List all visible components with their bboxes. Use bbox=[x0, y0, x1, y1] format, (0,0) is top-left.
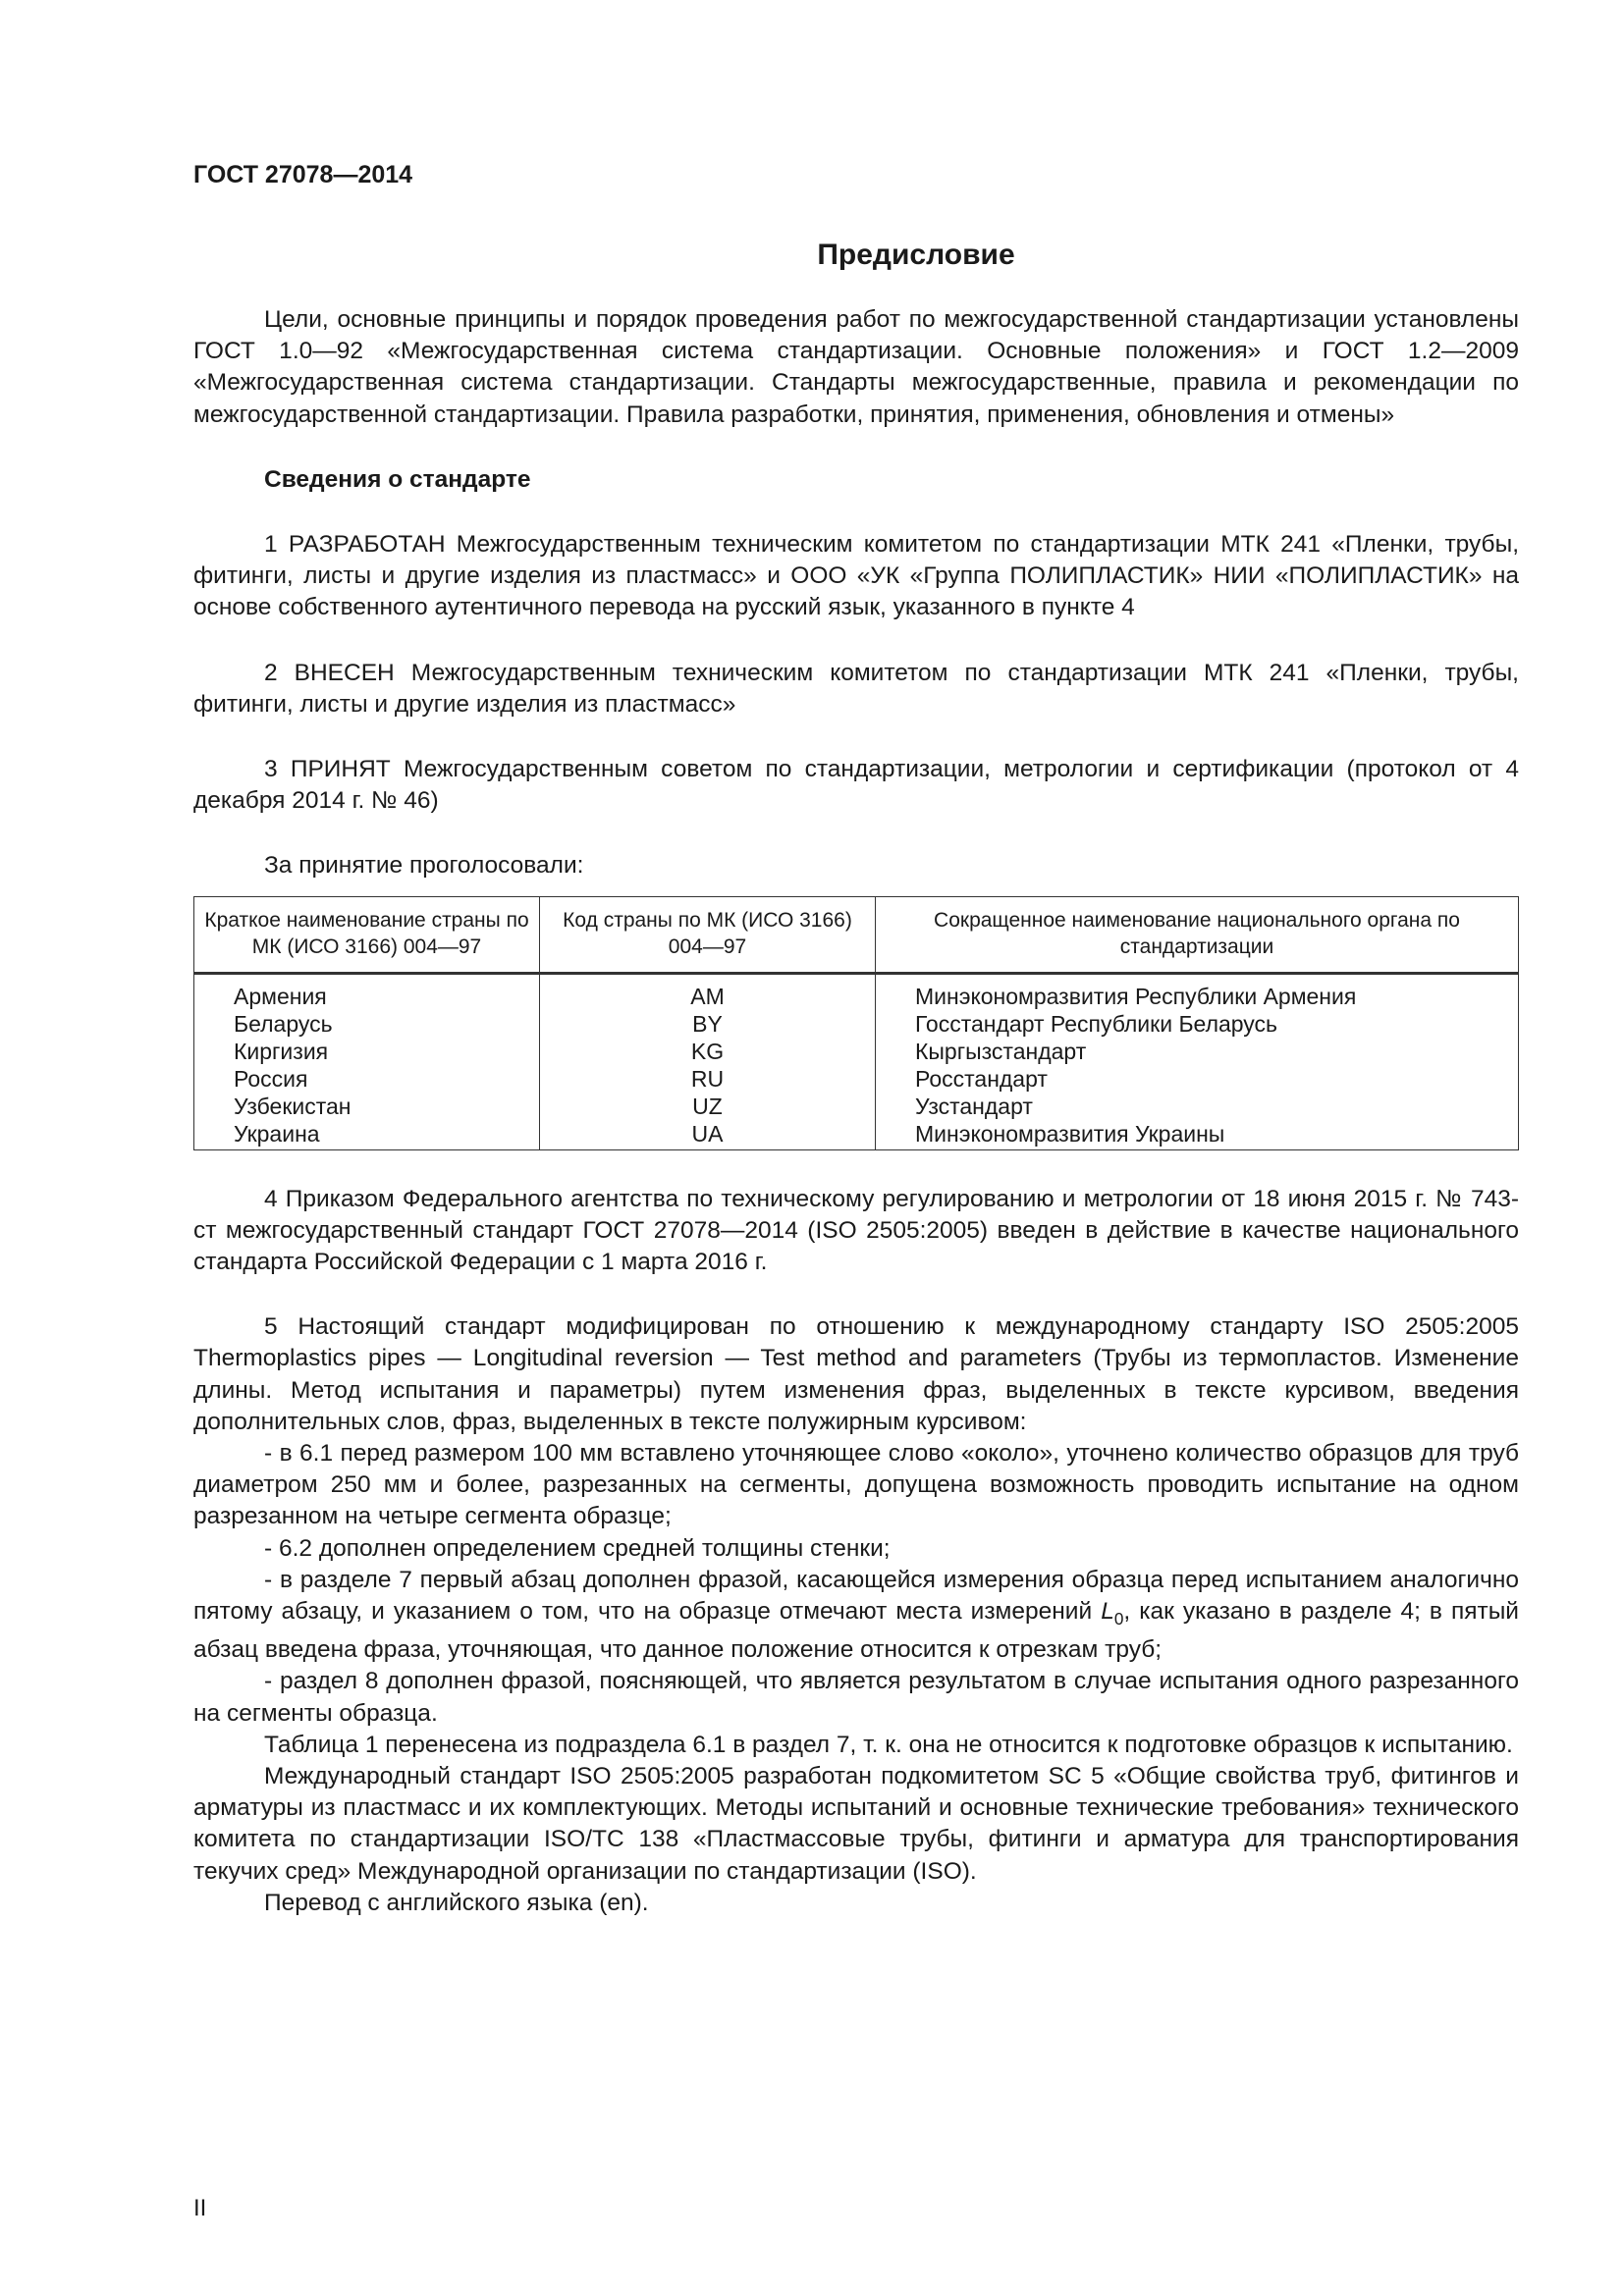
translation-note: Перевод с английского языка (en). bbox=[264, 1889, 649, 1916]
item-1-paragraph: 1 РАЗРАБОТАН Межгосударственным техническим комитетом по стандартизации МТК 241 «Пленки, трубы, фитинги, листы и другие изделия из пластмасс» и ООО «УК «Группа ПОЛИПЛАСТИК» НИИ «ПОЛИПЛАСТИК» на основе собственного аутентичного перевода на русский язык, указанного в пункте 4 bbox=[193, 531, 1519, 621]
measurement-subscript: 0 bbox=[1113, 1608, 1124, 1629]
item-5-paragraph: 5 Настоящий стандарт модифицирован по отношению к международному стандарту ISO 2505:2005 Thermoplastics pipes — Longitudinal reversion — Test method and parameters (Трубы из термопластов. Изменение длины. Метод испытания и параметры) путем изменения фраз, выделенных в тексте курсивом, введения дополнительных слов, фраз, выделенных в тексте полужирным курсивом: bbox=[193, 1313, 1519, 1435]
change-item-4: - раздел 8 дополнен фразой, поясняющей, что является результатом в случае испытания одного разрезанного на сегменты образца. bbox=[193, 1668, 1519, 1727]
country-cell: Узбекистан bbox=[194, 1093, 540, 1120]
country-cell: Киргизия bbox=[194, 1038, 540, 1065]
table-row bbox=[194, 1038, 1519, 1065]
table-row bbox=[194, 1120, 1519, 1150]
table-row bbox=[194, 1065, 1519, 1093]
table-row bbox=[194, 1010, 1519, 1038]
authority-cell: Узстандарт bbox=[876, 1093, 1519, 1120]
page-number: II bbox=[193, 2195, 207, 2221]
change-item-2: - 6.2 дополнен определением средней толщины стенки; bbox=[264, 1534, 891, 1562]
section-heading: Сведения о стандарте bbox=[264, 465, 531, 493]
voting-table bbox=[193, 896, 1519, 1150]
table-header-row bbox=[194, 896, 1519, 973]
item-2-paragraph: 2 ВНЕСЕН Межгосударственным техническим комитетом по стандартизации МТК 241 «Пленки, трубы, фитинги, листы и другие изделия из пластмасс» bbox=[193, 659, 1519, 718]
document-body bbox=[193, 304, 1519, 1919]
authority-cell: Росстандарт bbox=[876, 1065, 1519, 1093]
code-cell: UA bbox=[540, 1120, 876, 1150]
authority-cell: Госстандарт Республики Беларусь bbox=[876, 1010, 1519, 1038]
country-cell: Беларусь bbox=[194, 1010, 540, 1038]
document-code: ГОСТ 27078—2014 bbox=[193, 161, 413, 188]
change-item-1: - в 6.1 перед размером 100 мм вставлено уточняющее слово «около», уточнено количество образцов для труб диаметром 250 мм и более, разрезанных на сегменты, допущена возможность проводить испытание на одном разрезанном на четыре сегмента образце; bbox=[193, 1440, 1519, 1530]
item-3-paragraph: 3 ПРИНЯТ Межгосударственным советом по стандартизации, метрологии и сертификации (протокол от 4 декабря 2014 г. № 46) bbox=[193, 756, 1519, 815]
table-row bbox=[194, 973, 1519, 1010]
country-cell: Россия bbox=[194, 1065, 540, 1093]
change-item-3-text-b: , как указано в разделе 4; в пятый абзац введена фраза, уточняющая, что данное положение относится к отрезкам труб; bbox=[193, 1598, 1519, 1664]
vote-intro: За принятие проголосовали: bbox=[264, 852, 584, 880]
change-item-3 bbox=[193, 1565, 1519, 1667]
country-cell: Армения bbox=[194, 973, 540, 1010]
country-cell: Украина bbox=[194, 1120, 540, 1150]
table-header-country: Краткое наименование страны по МК (ИСО 3166) 004—97 bbox=[194, 896, 540, 973]
document-page bbox=[193, 157, 1519, 1916]
code-cell: UZ bbox=[540, 1093, 876, 1120]
page-title: Предисловие bbox=[817, 239, 1015, 271]
code-cell: KG bbox=[540, 1038, 876, 1065]
authority-cell: Кыргызстандарт bbox=[876, 1038, 1519, 1065]
change-item-3-text-a: - в разделе 7 первый абзац дополнен фразой, касающейся измерения образца перед испытанием аналогично пятому абзацу, и указанием о том, что на образце отмечают места измерений bbox=[193, 1566, 1519, 1626]
measurement-variable: L bbox=[1101, 1598, 1114, 1626]
authority-cell: Минэкономразвития Украины bbox=[876, 1120, 1519, 1150]
table-row bbox=[194, 1093, 1519, 1120]
intro-paragraph: Цели, основные принципы и порядок проведения работ по межгосударственной стандартизации установлены ГОСТ 1.0—92 «Межгосударственная система стандартизации. Основные положения» и ГОСТ 1.2—2009 «Межгосударственная система стандартизации. Стандарты межгосударственные, правила и рекомендации по межгосударственной стандартизации. Правила разработки, принятия, применения, обновления и отмены» bbox=[193, 306, 1519, 428]
table-note-paragraph: Таблица 1 перенесена из подраздела 6.1 в раздел 7, т. к. она не относится к подготовке образцов к испытанию. bbox=[264, 1731, 1513, 1758]
authority-cell: Минэкономразвития Республики Армения bbox=[876, 973, 1519, 1010]
code-cell: BY bbox=[540, 1010, 876, 1038]
table-header-code: Код страны по МК (ИСО 3166) 004—97 bbox=[540, 896, 876, 973]
iso-origin-paragraph: Международный стандарт ISO 2505:2005 разработан подкомитетом SC 5 «Общие свойства труб, фитингов и арматуры из пластмасс и их комплектующих. Методы испытаний и основные технические требования» технического комитета по стандартизации ISO/TC 138 «Пластмассовые трубы, фитинги и арматура для транспортирования текучих сред» Международной организации по стандартизации (ISO). bbox=[193, 1762, 1519, 1885]
code-cell: RU bbox=[540, 1065, 876, 1093]
table-header-body: Сокращенное наименование национального органа по стандартизации bbox=[876, 896, 1519, 973]
code-cell: AM bbox=[540, 973, 876, 1010]
item-4-paragraph: 4 Приказом Федерального агентства по техническому регулированию и метрологии от 18 июня 2015 г. № 743-ст межгосударственный стандарт ГОСТ 27078—2014 (ISO 2505:2005) введен в действие в качестве национального стандарта Российской Федерации с 1 марта 2016 г. bbox=[193, 1185, 1519, 1276]
